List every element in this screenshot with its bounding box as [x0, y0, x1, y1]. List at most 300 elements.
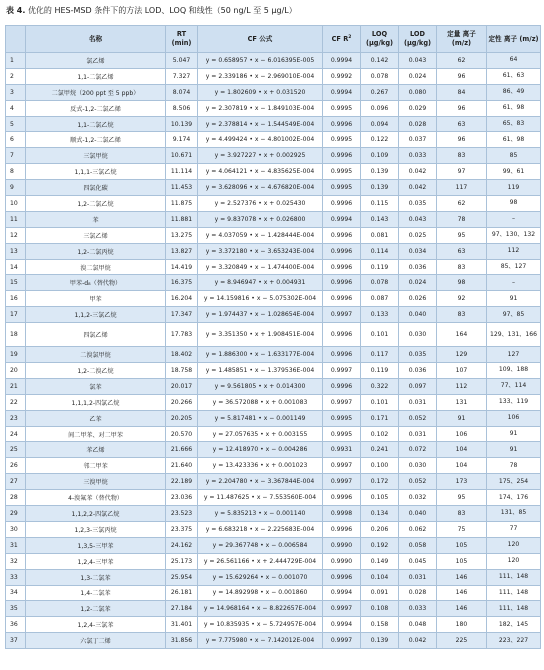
cell-name: 六氯丁二烯	[26, 633, 166, 649]
cell-name: 1,3,5-三甲苯	[26, 537, 166, 553]
cell-loq: 0.087	[361, 291, 399, 307]
cell-cf-formula: y = 3.927227 • x + 0.002925	[198, 148, 323, 164]
cell-loq: 0.119	[361, 363, 399, 379]
header-name: 名称	[26, 26, 166, 53]
cell-quant-ion: 117	[437, 180, 487, 196]
cell-qual-ion: 91	[487, 442, 541, 458]
cell-quant-ion: 83	[437, 307, 487, 323]
cell-qual-ion: 111、148	[487, 569, 541, 585]
cell-cf-formula: y = 14.968164 • x − 8.822657E-004	[198, 601, 323, 617]
cell-quant-ion: 112	[437, 378, 487, 394]
cell-qual-ion: 175、254	[487, 474, 541, 490]
cell-index: 26	[6, 458, 26, 474]
header-cfr-sup: 2	[348, 35, 352, 41]
table-row	[6, 148, 541, 164]
cell-quant-ion: 97	[437, 164, 487, 180]
cell-cf-formula: y = 14.159816 • x − 5.075302E-004	[198, 291, 323, 307]
cell-rt: 21.640	[166, 458, 198, 474]
cell-lod: 0.028	[399, 585, 437, 601]
header-cf: CF 公式	[198, 26, 323, 53]
cell-name: 1,2,4-三氯苯	[26, 617, 166, 633]
cell-quant-ion: 91	[437, 410, 487, 426]
cell-index: 27	[6, 474, 26, 490]
cell-index: 19	[6, 347, 26, 363]
cell-index: 6	[6, 132, 26, 148]
cell-rt: 10.671	[166, 148, 198, 164]
cell-qual-ion: 111、148	[487, 585, 541, 601]
cell-rt: 31.856	[166, 633, 198, 649]
cell-lod: 0.080	[399, 84, 437, 100]
cell-qual-ion: 85、127	[487, 259, 541, 275]
cell-loq: 0.134	[361, 506, 399, 522]
cell-cf-r2: 0.9992	[323, 68, 361, 84]
cell-lod: 0.031	[399, 569, 437, 585]
cell-index: 5	[6, 116, 26, 132]
cell-index: 25	[6, 442, 26, 458]
cell-index: 32	[6, 553, 26, 569]
cell-loq: 0.091	[361, 585, 399, 601]
cell-lod: 0.062	[399, 521, 437, 537]
cell-loq: 0.143	[361, 211, 399, 227]
cell-quant-ion: 106	[437, 426, 487, 442]
header-quant-ion: 定量 离子 (m/z)	[437, 26, 487, 53]
cell-loq: 0.139	[361, 180, 399, 196]
cell-index: 37	[6, 633, 26, 649]
cell-lod: 0.025	[399, 227, 437, 243]
cell-qual-ion: 174、176	[487, 490, 541, 506]
cell-cf-r2: 0.9994	[323, 617, 361, 633]
cell-lod: 0.030	[399, 323, 437, 347]
cell-quant-ion: 96	[437, 100, 487, 116]
cell-loq: 0.241	[361, 442, 399, 458]
cell-qual-ion: 97、130、132	[487, 227, 541, 243]
cell-loq: 0.158	[361, 617, 399, 633]
cell-rt: 25.173	[166, 553, 198, 569]
cell-cf-formula: y = 36.572088 • x + 0.001083	[198, 394, 323, 410]
cell-name: 邻二甲苯	[26, 458, 166, 474]
table-row	[6, 458, 541, 474]
cell-name: 1,2,3-三氯丙烷	[26, 521, 166, 537]
cell-cf-r2: 0.9996	[323, 323, 361, 347]
cell-loq: 0.081	[361, 227, 399, 243]
cell-name: 1,2-二氯乙烷	[26, 196, 166, 212]
cell-name: 乙苯	[26, 410, 166, 426]
cell-name: 1,3-二氯苯	[26, 569, 166, 585]
cell-cf-formula: y = 3.351350 • x + 1.908451E-004	[198, 323, 323, 347]
cell-lod: 0.031	[399, 394, 437, 410]
cell-cf-formula: y = 2.527376 • x + 0.025430	[198, 196, 323, 212]
header-rt: RT (min)	[166, 26, 198, 53]
cell-qual-ion: 112	[487, 243, 541, 259]
table-row	[6, 259, 541, 275]
cell-loq: 0.122	[361, 132, 399, 148]
cell-name: 1,1-二氯乙烯	[26, 68, 166, 84]
cell-lod: 0.045	[399, 553, 437, 569]
cell-rt: 10.139	[166, 116, 198, 132]
cell-name: 间二甲苯、对二甲苯	[26, 426, 166, 442]
cell-cf-r2: 0.9997	[323, 474, 361, 490]
table-row	[6, 569, 541, 585]
cell-cf-formula: y = 3.372180 • x − 3.653243E-004	[198, 243, 323, 259]
cell-rt: 23.036	[166, 490, 198, 506]
cell-quant-ion: 96	[437, 68, 487, 84]
cell-index: 28	[6, 490, 26, 506]
cell-cf-r2: 0.9996	[323, 227, 361, 243]
cell-index: 29	[6, 506, 26, 522]
table-row	[6, 68, 541, 84]
caption-label: 表 4.	[6, 6, 26, 15]
cell-name: 二氯甲烷（200 ppt 至 5 ppb）	[26, 84, 166, 100]
cell-rt: 11.453	[166, 180, 198, 196]
table-row	[6, 132, 541, 148]
cell-name: 溴二氯甲烷	[26, 259, 166, 275]
cell-quant-ion: 83	[437, 506, 487, 522]
cell-qual-ion: 61、63	[487, 68, 541, 84]
table-row	[6, 633, 541, 649]
cell-rt: 18.402	[166, 347, 198, 363]
cell-loq: 0.078	[361, 68, 399, 84]
cell-cf-r2: 0.9995	[323, 100, 361, 116]
table-row	[6, 180, 541, 196]
cell-index: 9	[6, 180, 26, 196]
header-cfr	[323, 26, 361, 53]
cell-quant-ion: 78	[437, 211, 487, 227]
cell-cf-formula: y = 4.037059 • x − 1.428444E-004	[198, 227, 323, 243]
results-table	[5, 25, 541, 649]
cell-cf-formula: y = 2.339186 • x − 2.969010E-004	[198, 68, 323, 84]
cell-lod: 0.035	[399, 347, 437, 363]
cell-index: 18	[6, 323, 26, 347]
cell-quant-ion: 63	[437, 116, 487, 132]
cell-cf-formula: y = 14.892998 • x − 0.001860	[198, 585, 323, 601]
cell-cf-r2: 0.9994	[323, 84, 361, 100]
cell-name: 甲苯	[26, 291, 166, 307]
cell-cf-formula: y = 5.835213 • x − 0.001140	[198, 506, 323, 522]
cell-lod: 0.036	[399, 363, 437, 379]
cell-index: 10	[6, 196, 26, 212]
cell-qual-ion: 127	[487, 347, 541, 363]
cell-loq: 0.206	[361, 521, 399, 537]
cell-cf-r2: 0.9997	[323, 633, 361, 649]
cell-index: 16	[6, 291, 26, 307]
cell-qual-ion: 131、85	[487, 506, 541, 522]
cell-index: 14	[6, 259, 26, 275]
table-row	[6, 211, 541, 227]
cell-qual-ion: 65、83	[487, 116, 541, 132]
header-qual-ion: 定性 离子 (m/z)	[487, 26, 541, 53]
cell-cf-r2: 0.9990	[323, 553, 361, 569]
cell-cf-formula: y = 7.775980 • x − 7.142012E-004	[198, 633, 323, 649]
cell-lod: 0.030	[399, 458, 437, 474]
cell-name: 三氯甲烷	[26, 148, 166, 164]
cell-rt: 18.758	[166, 363, 198, 379]
cell-cf-formula: y = 5.817481 • x − 0.001149	[198, 410, 323, 426]
table-row	[6, 617, 541, 633]
table-row	[6, 474, 541, 490]
cell-loq: 0.078	[361, 275, 399, 291]
cell-rt: 16.204	[166, 291, 198, 307]
cell-index: 4	[6, 100, 26, 116]
cell-quant-ion: 129	[437, 347, 487, 363]
cell-cf-r2: 0.9998	[323, 506, 361, 522]
cell-cf-r2: 0.9994	[323, 585, 361, 601]
cell-cf-formula: y = 0.658957 • x − 6.016395E-005	[198, 53, 323, 69]
cell-loq: 0.139	[361, 633, 399, 649]
cell-quant-ion: 146	[437, 569, 487, 585]
cell-quant-ion: 225	[437, 633, 487, 649]
cell-qual-ion: 182、145	[487, 617, 541, 633]
cell-index: 24	[6, 426, 26, 442]
cell-quant-ion: 104	[437, 458, 487, 474]
cell-lod: 0.035	[399, 196, 437, 212]
cell-qual-ion: 85	[487, 148, 541, 164]
cell-loq: 0.114	[361, 243, 399, 259]
header-index	[6, 26, 26, 53]
cell-qual-ion: 223、227	[487, 633, 541, 649]
cell-cf-r2: 0.9996	[323, 521, 361, 537]
cell-loq: 0.101	[361, 394, 399, 410]
table-row	[6, 426, 541, 442]
cell-quant-ion: 95	[437, 490, 487, 506]
table-row	[6, 116, 541, 132]
cell-quant-ion: 98	[437, 275, 487, 291]
cell-qual-ion: 91	[487, 426, 541, 442]
cell-index: 3	[6, 84, 26, 100]
cell-loq: 0.115	[361, 196, 399, 212]
cell-rt: 13.275	[166, 227, 198, 243]
cell-rt: 31.401	[166, 617, 198, 633]
cell-name: 1,4-二氯苯	[26, 585, 166, 601]
cell-lod: 0.032	[399, 490, 437, 506]
cell-index: 36	[6, 617, 26, 633]
cell-lod: 0.097	[399, 378, 437, 394]
cell-name: 苯	[26, 211, 166, 227]
cell-loq: 0.119	[361, 259, 399, 275]
cell-lod: 0.052	[399, 474, 437, 490]
cell-quant-ion: 104	[437, 442, 487, 458]
cell-index: 30	[6, 521, 26, 537]
cell-cf-r2: 0.9996	[323, 347, 361, 363]
cell-cf-r2: 0.9996	[323, 291, 361, 307]
cell-name: 二溴氯甲烷	[26, 347, 166, 363]
cell-index: 8	[6, 164, 26, 180]
cell-name: 1,1,2-三氯乙烷	[26, 307, 166, 323]
cell-index: 12	[6, 227, 26, 243]
table-row	[6, 601, 541, 617]
cell-cf-r2: 0.9997	[323, 394, 361, 410]
cell-loq: 0.267	[361, 84, 399, 100]
header-cfr-text: CF R	[331, 35, 349, 44]
cell-quant-ion: 75	[437, 521, 487, 537]
cell-name: 三氯乙烯	[26, 227, 166, 243]
cell-index: 33	[6, 569, 26, 585]
cell-index: 13	[6, 243, 26, 259]
cell-cf-r2: 0.9996	[323, 490, 361, 506]
cell-quant-ion: 96	[437, 132, 487, 148]
cell-cf-formula: y = 12.418970 • x − 0.004286	[198, 442, 323, 458]
table-row	[6, 53, 541, 69]
table-row	[6, 442, 541, 458]
cell-cf-formula: y = 1.974437 • x − 1.028654E-004	[198, 307, 323, 323]
cell-loq: 0.109	[361, 148, 399, 164]
table-row	[6, 275, 541, 291]
cell-name: 苯乙烯	[26, 442, 166, 458]
cell-quant-ion: 63	[437, 243, 487, 259]
cell-name: 1,2,4-三甲苯	[26, 553, 166, 569]
cell-loq: 0.322	[361, 378, 399, 394]
cell-qual-ion: 129、131、166	[487, 323, 541, 347]
cell-cf-r2: 0.9996	[323, 275, 361, 291]
cell-name: 1,2-二溴乙烷	[26, 363, 166, 379]
cell-rt: 27.184	[166, 601, 198, 617]
cell-rt: 17.783	[166, 323, 198, 347]
cell-lod: 0.048	[399, 617, 437, 633]
cell-name: 甲苯-d₈（替代物）	[26, 275, 166, 291]
cell-lod: 0.024	[399, 275, 437, 291]
cell-lod: 0.058	[399, 537, 437, 553]
cell-lod: 0.043	[399, 211, 437, 227]
cell-index: 20	[6, 363, 26, 379]
cell-cf-formula: y = 29.367748 • x − 0.006584	[198, 537, 323, 553]
cell-name: 1,1-二氯乙烷	[26, 116, 166, 132]
cell-quant-ion: 131	[437, 394, 487, 410]
cell-loq: 0.142	[361, 53, 399, 69]
cell-name: 氯苯	[26, 378, 166, 394]
cell-name: 1,1,1-三氯乙烷	[26, 164, 166, 180]
cell-rt: 11.114	[166, 164, 198, 180]
cell-rt: 25.954	[166, 569, 198, 585]
cell-cf-formula: y = 1.802609 • x + 0.031520	[198, 84, 323, 100]
cell-rt: 24.162	[166, 537, 198, 553]
cell-cf-formula: y = 11.487625 • x − 7.553560E-004	[198, 490, 323, 506]
header-loq: LOQ (µg/kg)	[361, 26, 399, 53]
table-row	[6, 164, 541, 180]
cell-cf-r2: 0.9931	[323, 442, 361, 458]
cell-index: 1	[6, 53, 26, 69]
cell-loq: 0.133	[361, 307, 399, 323]
cell-rt: 20.570	[166, 426, 198, 442]
cell-cf-formula: y = 6.683218 • x − 2.225683E-004	[198, 521, 323, 537]
cell-rt: 23.523	[166, 506, 198, 522]
cell-loq: 0.102	[361, 426, 399, 442]
cell-cf-formula: y = 9.837078 • x + 0.026800	[198, 211, 323, 227]
table-row	[6, 521, 541, 537]
table-row	[6, 291, 541, 307]
cell-quant-ion: 146	[437, 585, 487, 601]
cell-rt: 22.189	[166, 474, 198, 490]
cell-cf-r2: 0.9994	[323, 211, 361, 227]
table-row	[6, 84, 541, 100]
cell-cf-r2: 0.9995	[323, 180, 361, 196]
cell-qual-ion: 77、114	[487, 378, 541, 394]
cell-cf-formula: y = 2.307819 • x − 1.849103E-004	[198, 100, 323, 116]
cell-cf-r2: 0.9996	[323, 569, 361, 585]
cell-lod: 0.040	[399, 307, 437, 323]
cell-loq: 0.105	[361, 490, 399, 506]
cell-qual-ion: 111、148	[487, 601, 541, 617]
cell-rt: 9.174	[166, 132, 198, 148]
cell-lod: 0.031	[399, 426, 437, 442]
table-row	[6, 347, 541, 363]
cell-qual-ion: –	[487, 275, 541, 291]
table-body	[6, 53, 541, 649]
cell-quant-ion: 173	[437, 474, 487, 490]
cell-index: 11	[6, 211, 26, 227]
cell-name: 1,1,1,2-四氯乙烷	[26, 394, 166, 410]
cell-cf-r2: 0.9994	[323, 53, 361, 69]
cell-cf-r2: 0.9996	[323, 243, 361, 259]
cell-name: 氯乙烯	[26, 53, 166, 69]
cell-rt: 20.266	[166, 394, 198, 410]
cell-cf-r2: 0.9996	[323, 259, 361, 275]
header-lod: LOD (µg/kg)	[399, 26, 437, 53]
cell-rt: 11.881	[166, 211, 198, 227]
cell-rt: 5.047	[166, 53, 198, 69]
cell-qual-ion: –	[487, 211, 541, 227]
cell-cf-r2: 0.9997	[323, 458, 361, 474]
cell-lod: 0.026	[399, 291, 437, 307]
table-row	[6, 394, 541, 410]
cell-quant-ion: 83	[437, 259, 487, 275]
cell-cf-formula: y = 27.057635 • x + 0.003155	[198, 426, 323, 442]
cell-qual-ion: 78	[487, 458, 541, 474]
cell-quant-ion: 84	[437, 84, 487, 100]
cell-cf-r2: 0.9996	[323, 196, 361, 212]
cell-rt: 20.017	[166, 378, 198, 394]
cell-loq: 0.139	[361, 164, 399, 180]
cell-loq: 0.094	[361, 116, 399, 132]
cell-qual-ion: 61、98	[487, 100, 541, 116]
cell-cf-formula: y = 13.423336 • x + 0.001023	[198, 458, 323, 474]
cell-name: 4-溴氟苯（替代物）	[26, 490, 166, 506]
cell-index: 31	[6, 537, 26, 553]
cell-cf-r2: 0.9996	[323, 378, 361, 394]
cell-index: 34	[6, 585, 26, 601]
cell-loq: 0.117	[361, 347, 399, 363]
cell-rt: 23.375	[166, 521, 198, 537]
table-row	[6, 323, 541, 347]
cell-cf-r2: 0.9997	[323, 307, 361, 323]
cell-qual-ion: 106	[487, 410, 541, 426]
cell-qual-ion: 119	[487, 180, 541, 196]
cell-cf-formula: y = 1.886300 • x − 1.633177E-004	[198, 347, 323, 363]
cell-cf-r2: 0.9990	[323, 537, 361, 553]
table-row	[6, 537, 541, 553]
cell-quant-ion: 105	[437, 553, 487, 569]
cell-cf-formula: y = 4.499424 • x − 4.801002E-004	[198, 132, 323, 148]
cell-quant-ion: 62	[437, 196, 487, 212]
cell-quant-ion: 164	[437, 323, 487, 347]
cell-rt: 14.419	[166, 259, 198, 275]
cell-name: 反式-1,2-二氯乙烯	[26, 100, 166, 116]
table-caption	[6, 5, 297, 17]
cell-qual-ion: 91	[487, 291, 541, 307]
caption-text: 优化的 HES-MSD 条件下的方法 LOD、LOQ 和线性（50 ng/L 至 5 µg/L）	[27, 6, 297, 15]
cell-rt: 11.875	[166, 196, 198, 212]
cell-loq: 0.101	[361, 323, 399, 347]
cell-index: 2	[6, 68, 26, 84]
cell-rt: 8.074	[166, 84, 198, 100]
cell-lod: 0.028	[399, 116, 437, 132]
cell-quant-ion: 95	[437, 227, 487, 243]
cell-qual-ion: 99、61	[487, 164, 541, 180]
cell-qual-ion: 61、98	[487, 132, 541, 148]
cell-quant-ion: 180	[437, 617, 487, 633]
table-row	[6, 227, 541, 243]
cell-quant-ion: 107	[437, 363, 487, 379]
cell-lod: 0.029	[399, 100, 437, 116]
cell-name: 四氯化碳	[26, 180, 166, 196]
